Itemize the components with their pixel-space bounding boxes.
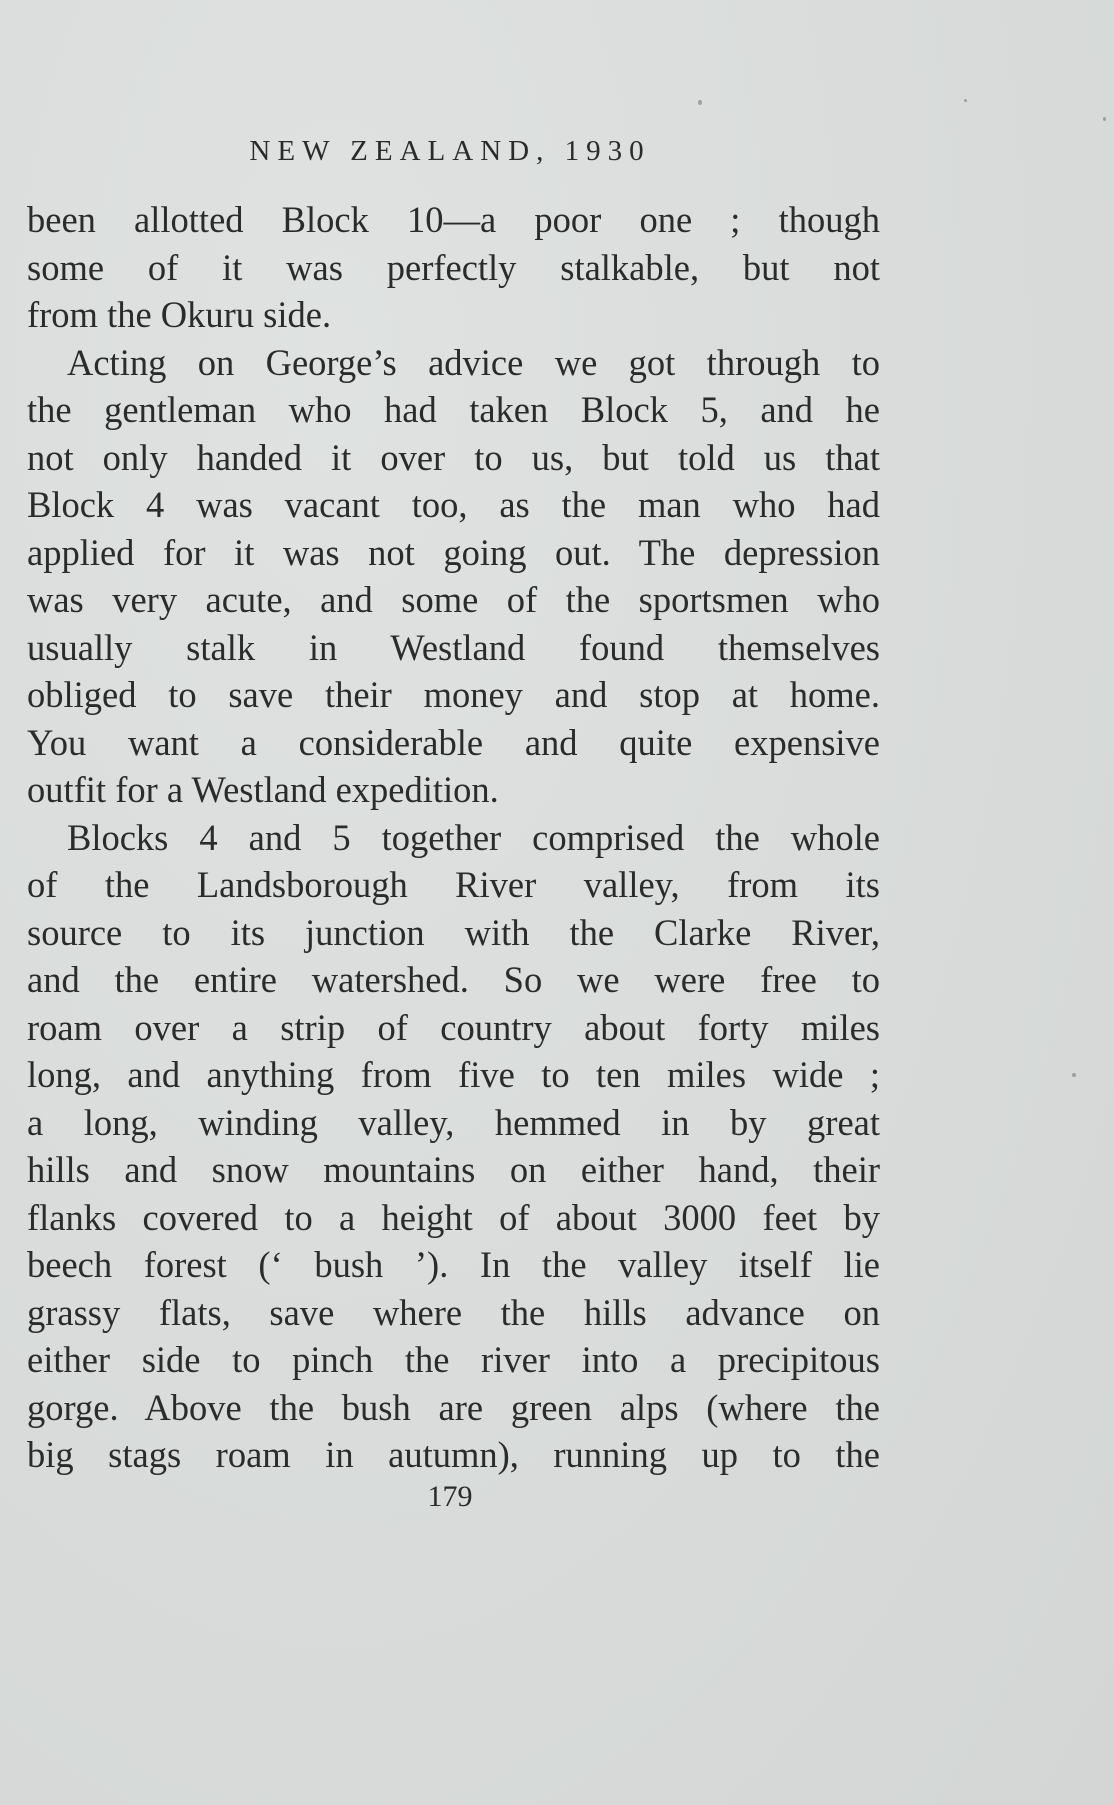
text-line: some of it was perfectly stalkable, but not xyxy=(27,246,880,288)
text-line: and the entire watershed. So we were free to xyxy=(27,959,880,1000)
text-line: Block 4 was vacant too, as the man who had xyxy=(27,484,880,525)
text-line: source to its junction with the Clarke River, xyxy=(27,911,880,953)
paper-speck xyxy=(1103,117,1106,121)
text-line: from the Okuru side. xyxy=(27,294,332,335)
paragraph-3 xyxy=(27,814,880,1479)
text-line: beech forest (‘ bush ’). In the valley itself lie xyxy=(27,1244,880,1285)
paragraph-1 xyxy=(27,196,880,339)
text-line: flanks covered to a height of about 3000 feet by xyxy=(27,1196,880,1238)
text-line: long, and anything from five to ten miles wide ; xyxy=(27,1054,880,1095)
paper-speck xyxy=(698,100,702,105)
paragraph-2 xyxy=(27,339,880,814)
text-line: applied for it was not going out. The depression xyxy=(27,531,880,573)
paper-speck xyxy=(1072,1073,1076,1077)
paper-speck xyxy=(964,99,967,102)
text-line: either side to pinch the river into a precipitous xyxy=(27,1339,880,1380)
text-line: not only handed it over to us, but told us that xyxy=(27,436,880,478)
text-line: Acting on George’s advice we got through to xyxy=(67,341,880,383)
text-line: gorge. Above the bush are green alps (where the xyxy=(27,1386,880,1428)
text-line: Blocks 4 and 5 together comprised the whole xyxy=(67,816,880,858)
text-line: been allotted Block 10—a poor one ; though xyxy=(27,199,880,240)
text-line: a long, winding valley, hemmed in by great xyxy=(27,1101,880,1143)
text-line: You want a considerable and quite expensive xyxy=(27,721,880,763)
text-line: usually stalk in Westland found themselves xyxy=(27,626,880,668)
body-text xyxy=(27,196,880,1479)
text-line: big stags roam in autumn), running up to the xyxy=(27,1434,880,1475)
text-line: obliged to save their money and stop at home. xyxy=(27,674,880,715)
text-line: roam over a strip of country about forty miles xyxy=(27,1006,880,1048)
text-line: was very acute, and some of the sportsmen who xyxy=(27,579,880,620)
text-line: hills and snow mountains on either hand, their xyxy=(27,1149,880,1190)
text-line: grassy flats, save where the hills advance on xyxy=(27,1291,880,1333)
running-head: NEW ZEALAND, 1930 xyxy=(249,135,651,167)
text-line: the gentleman who had taken Block 5, and he xyxy=(27,389,880,430)
page-number: 179 xyxy=(427,1480,473,1513)
text-line: outfit for a Westland expedition. xyxy=(27,769,499,810)
text-line: of the Landsborough River valley, from its xyxy=(27,864,880,905)
